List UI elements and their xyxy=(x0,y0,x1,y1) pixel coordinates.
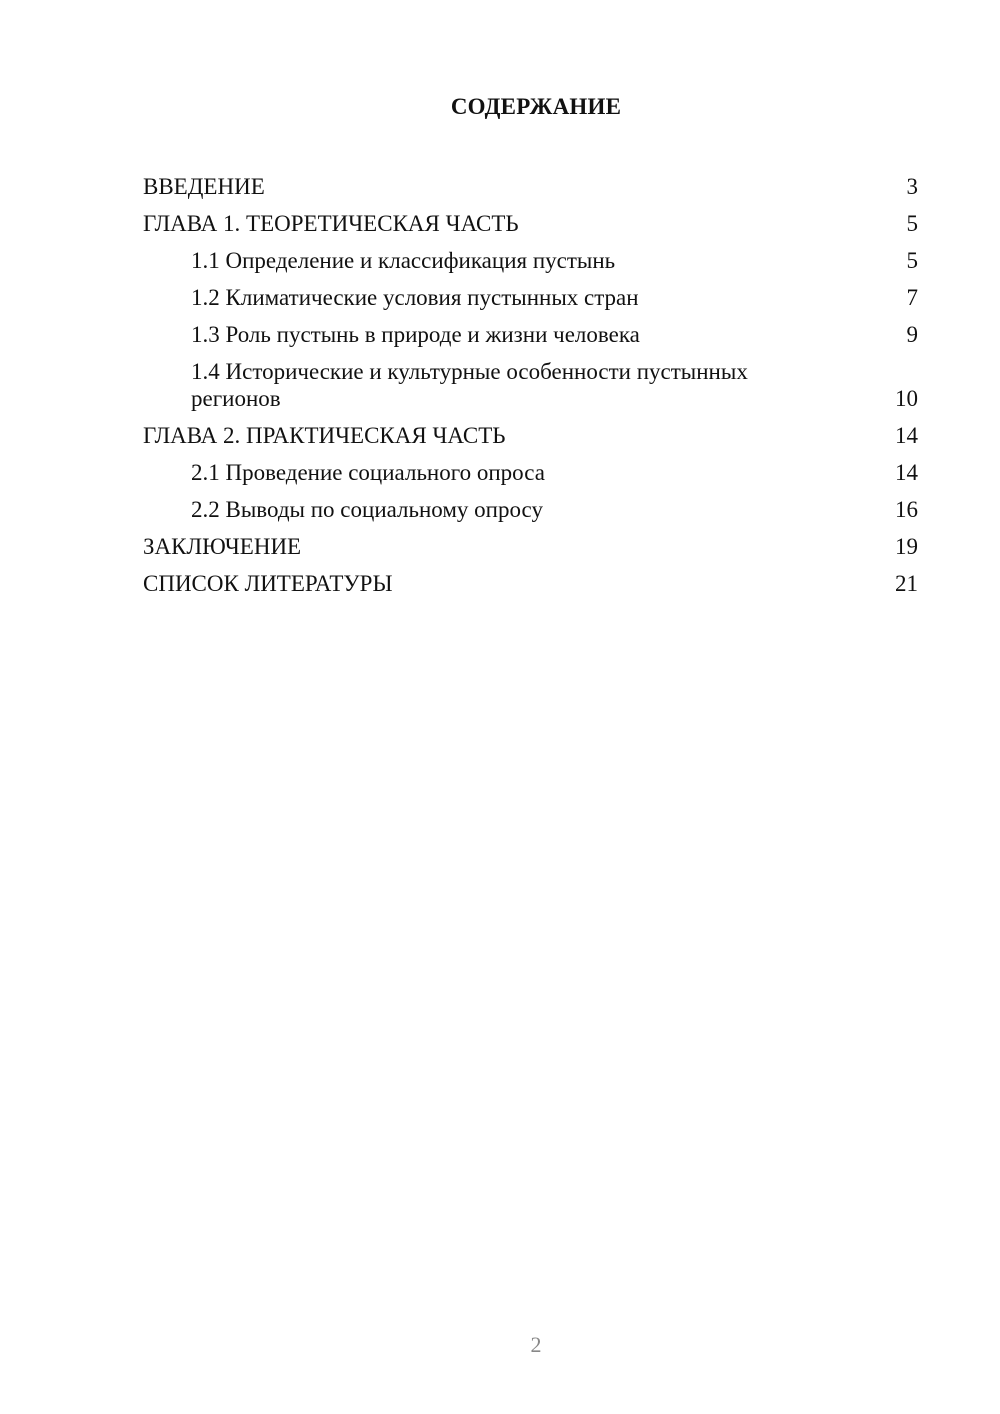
toc-entry-page: 16 xyxy=(895,497,918,522)
toc-entry-section-1-2[interactable] xyxy=(143,279,918,316)
toc-entry-page: 21 xyxy=(895,571,918,596)
toc-entry-label: 1.4 Исторические и культурные особенности пустынных регионов xyxy=(191,359,748,411)
toc-entry-conclusion[interactable] xyxy=(143,528,918,565)
toc-entry-page: 7 xyxy=(906,285,918,310)
toc-entry-page: 5 xyxy=(906,211,918,236)
toc-entry-chapter-2[interactable] xyxy=(143,417,918,454)
toc-entry-label: ГЛАВА 1. ТЕОРЕТИЧЕСКАЯ ЧАСТЬ xyxy=(143,211,519,236)
toc-entry-section-1-1[interactable] xyxy=(143,242,918,279)
toc-entry-label: 1.3 Роль пустынь в природе и жизни человека xyxy=(191,322,640,347)
page-number: 2 xyxy=(530,1332,542,1357)
toc-entry-page: 19 xyxy=(895,534,918,559)
toc-entry-page: 10 xyxy=(895,386,918,411)
toc-entry-section-1-4[interactable] xyxy=(143,353,918,417)
table-of-contents xyxy=(143,168,918,602)
toc-entry-section-1-3[interactable] xyxy=(143,316,918,353)
toc-entry-page: 14 xyxy=(895,460,918,485)
toc-entry-section-2-2[interactable] xyxy=(143,491,918,528)
toc-entry-label: СПИСОК ЛИТЕРАТУРЫ xyxy=(143,571,393,596)
toc-entry-label: 1.1 Определение и классификация пустынь xyxy=(191,248,616,273)
toc-entry-chapter-1[interactable] xyxy=(143,205,918,242)
toc-entry-page: 3 xyxy=(906,174,918,199)
toc-entry-section-2-1[interactable] xyxy=(143,454,918,491)
toc-entry-label: 2.1 Проведение социального опроса xyxy=(191,460,545,485)
toc-entry-label: ГЛАВА 2. ПРАКТИЧЕСКАЯ ЧАСТЬ xyxy=(143,423,506,448)
toc-entry-label: 2.2 Выводы по социальному опросу xyxy=(191,497,543,522)
toc-entry-label: ВВЕДЕНИЕ xyxy=(143,174,265,199)
toc-entry-introduction[interactable] xyxy=(143,168,918,205)
toc-entry-label: ЗАКЛЮЧЕНИЕ xyxy=(143,534,302,559)
toc-entry-label: 1.2 Климатические условия пустынных стран xyxy=(191,285,639,310)
toc-entry-bibliography[interactable] xyxy=(143,565,918,602)
toc-title: СОДЕРЖАНИЕ xyxy=(450,94,622,119)
toc-entry-page: 5 xyxy=(906,248,918,273)
toc-entry-page: 14 xyxy=(895,423,918,448)
toc-entry-page: 9 xyxy=(906,322,918,347)
